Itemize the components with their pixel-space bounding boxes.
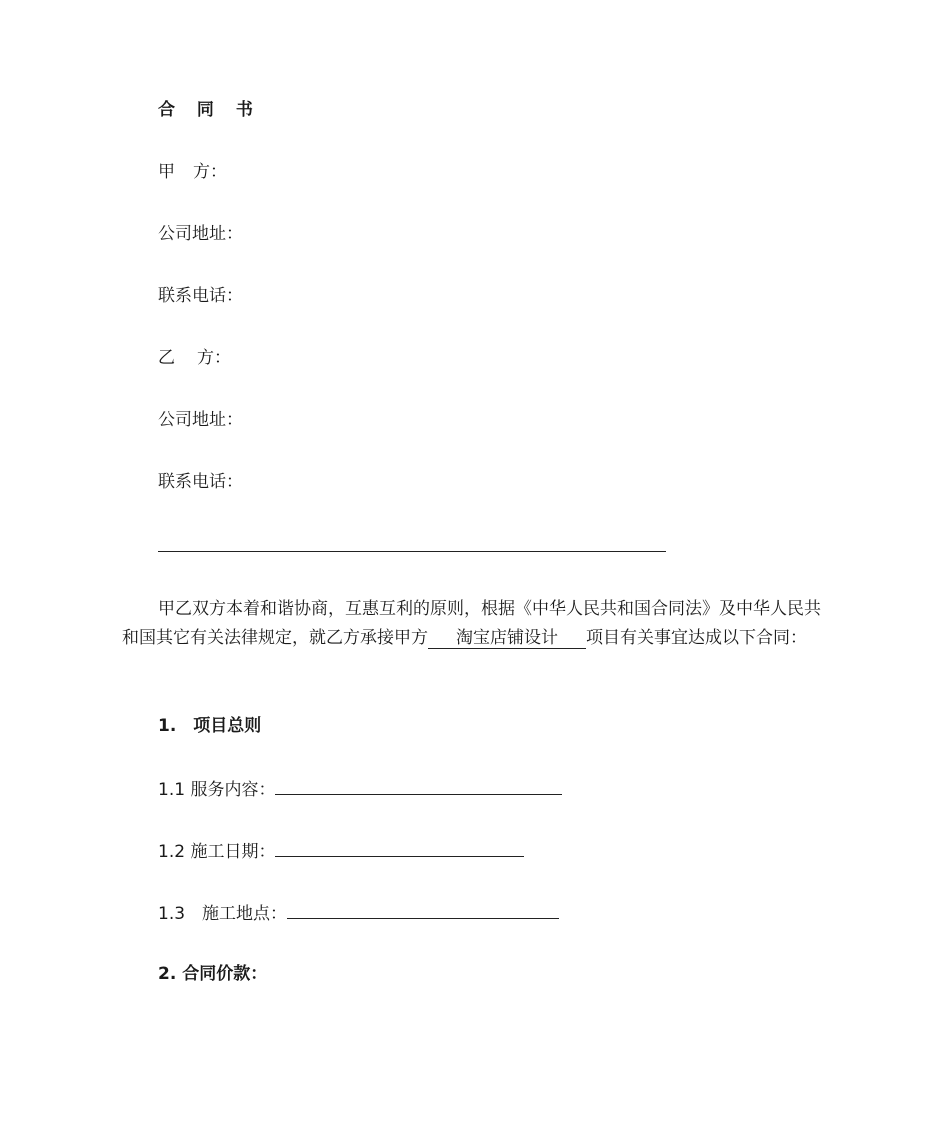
title-text: 合 同 书 <box>158 100 261 120</box>
intro-text-part2: 项目有关事宜达成以下合同： <box>586 628 807 648</box>
section1-heading-text: 1. 项目总则 <box>158 716 262 736</box>
construction-site-line <box>158 900 559 926</box>
service-content-line <box>158 776 562 802</box>
party-a-address-line <box>158 222 243 246</box>
construction-date-label: 1.2 施工日期： <box>158 842 276 862</box>
section1-heading <box>158 714 261 738</box>
party-b-phone-line <box>158 470 243 494</box>
party-a-phone-line <box>158 284 243 308</box>
intro-paragraph <box>122 595 834 653</box>
party-a-label: 甲 <box>158 162 175 182</box>
party-b-line <box>158 346 231 370</box>
construction-site-label: 1.3 施工地点： <box>158 904 288 924</box>
construction-date-blank[interactable] <box>275 838 524 857</box>
document-title <box>158 98 261 122</box>
horizontal-divider <box>158 551 666 552</box>
construction-date-line <box>158 838 524 864</box>
section2-heading-text: 2. 合同价款： <box>158 964 268 984</box>
project-name-field: 淘宝店铺设计 <box>428 628 586 649</box>
party-b-phone-label: 联系电话： <box>158 472 243 492</box>
construction-site-blank[interactable] <box>287 900 559 919</box>
party-a-phone-label: 联系电话： <box>158 286 243 306</box>
party-a-line <box>158 160 227 184</box>
party-a-address-label: 公司地址： <box>158 224 243 244</box>
service-content-blank[interactable] <box>275 776 562 795</box>
party-b-colon: 方： <box>197 348 231 368</box>
intro-text-part1: 甲乙双方本着和谐协商，互惠互利的原则，根据《中华人民共和国合同法》及中华人民共和国其它有关法律规定，就乙方承接甲方 <box>122 599 821 648</box>
party-b-address-label: 公司地址： <box>158 410 243 430</box>
party-b-address-line <box>158 408 243 432</box>
service-content-label: 1.1 服务内容： <box>158 780 276 800</box>
party-a-colon: 方： <box>193 162 227 182</box>
party-b-label: 乙 <box>158 348 175 368</box>
section2-heading <box>158 962 267 986</box>
